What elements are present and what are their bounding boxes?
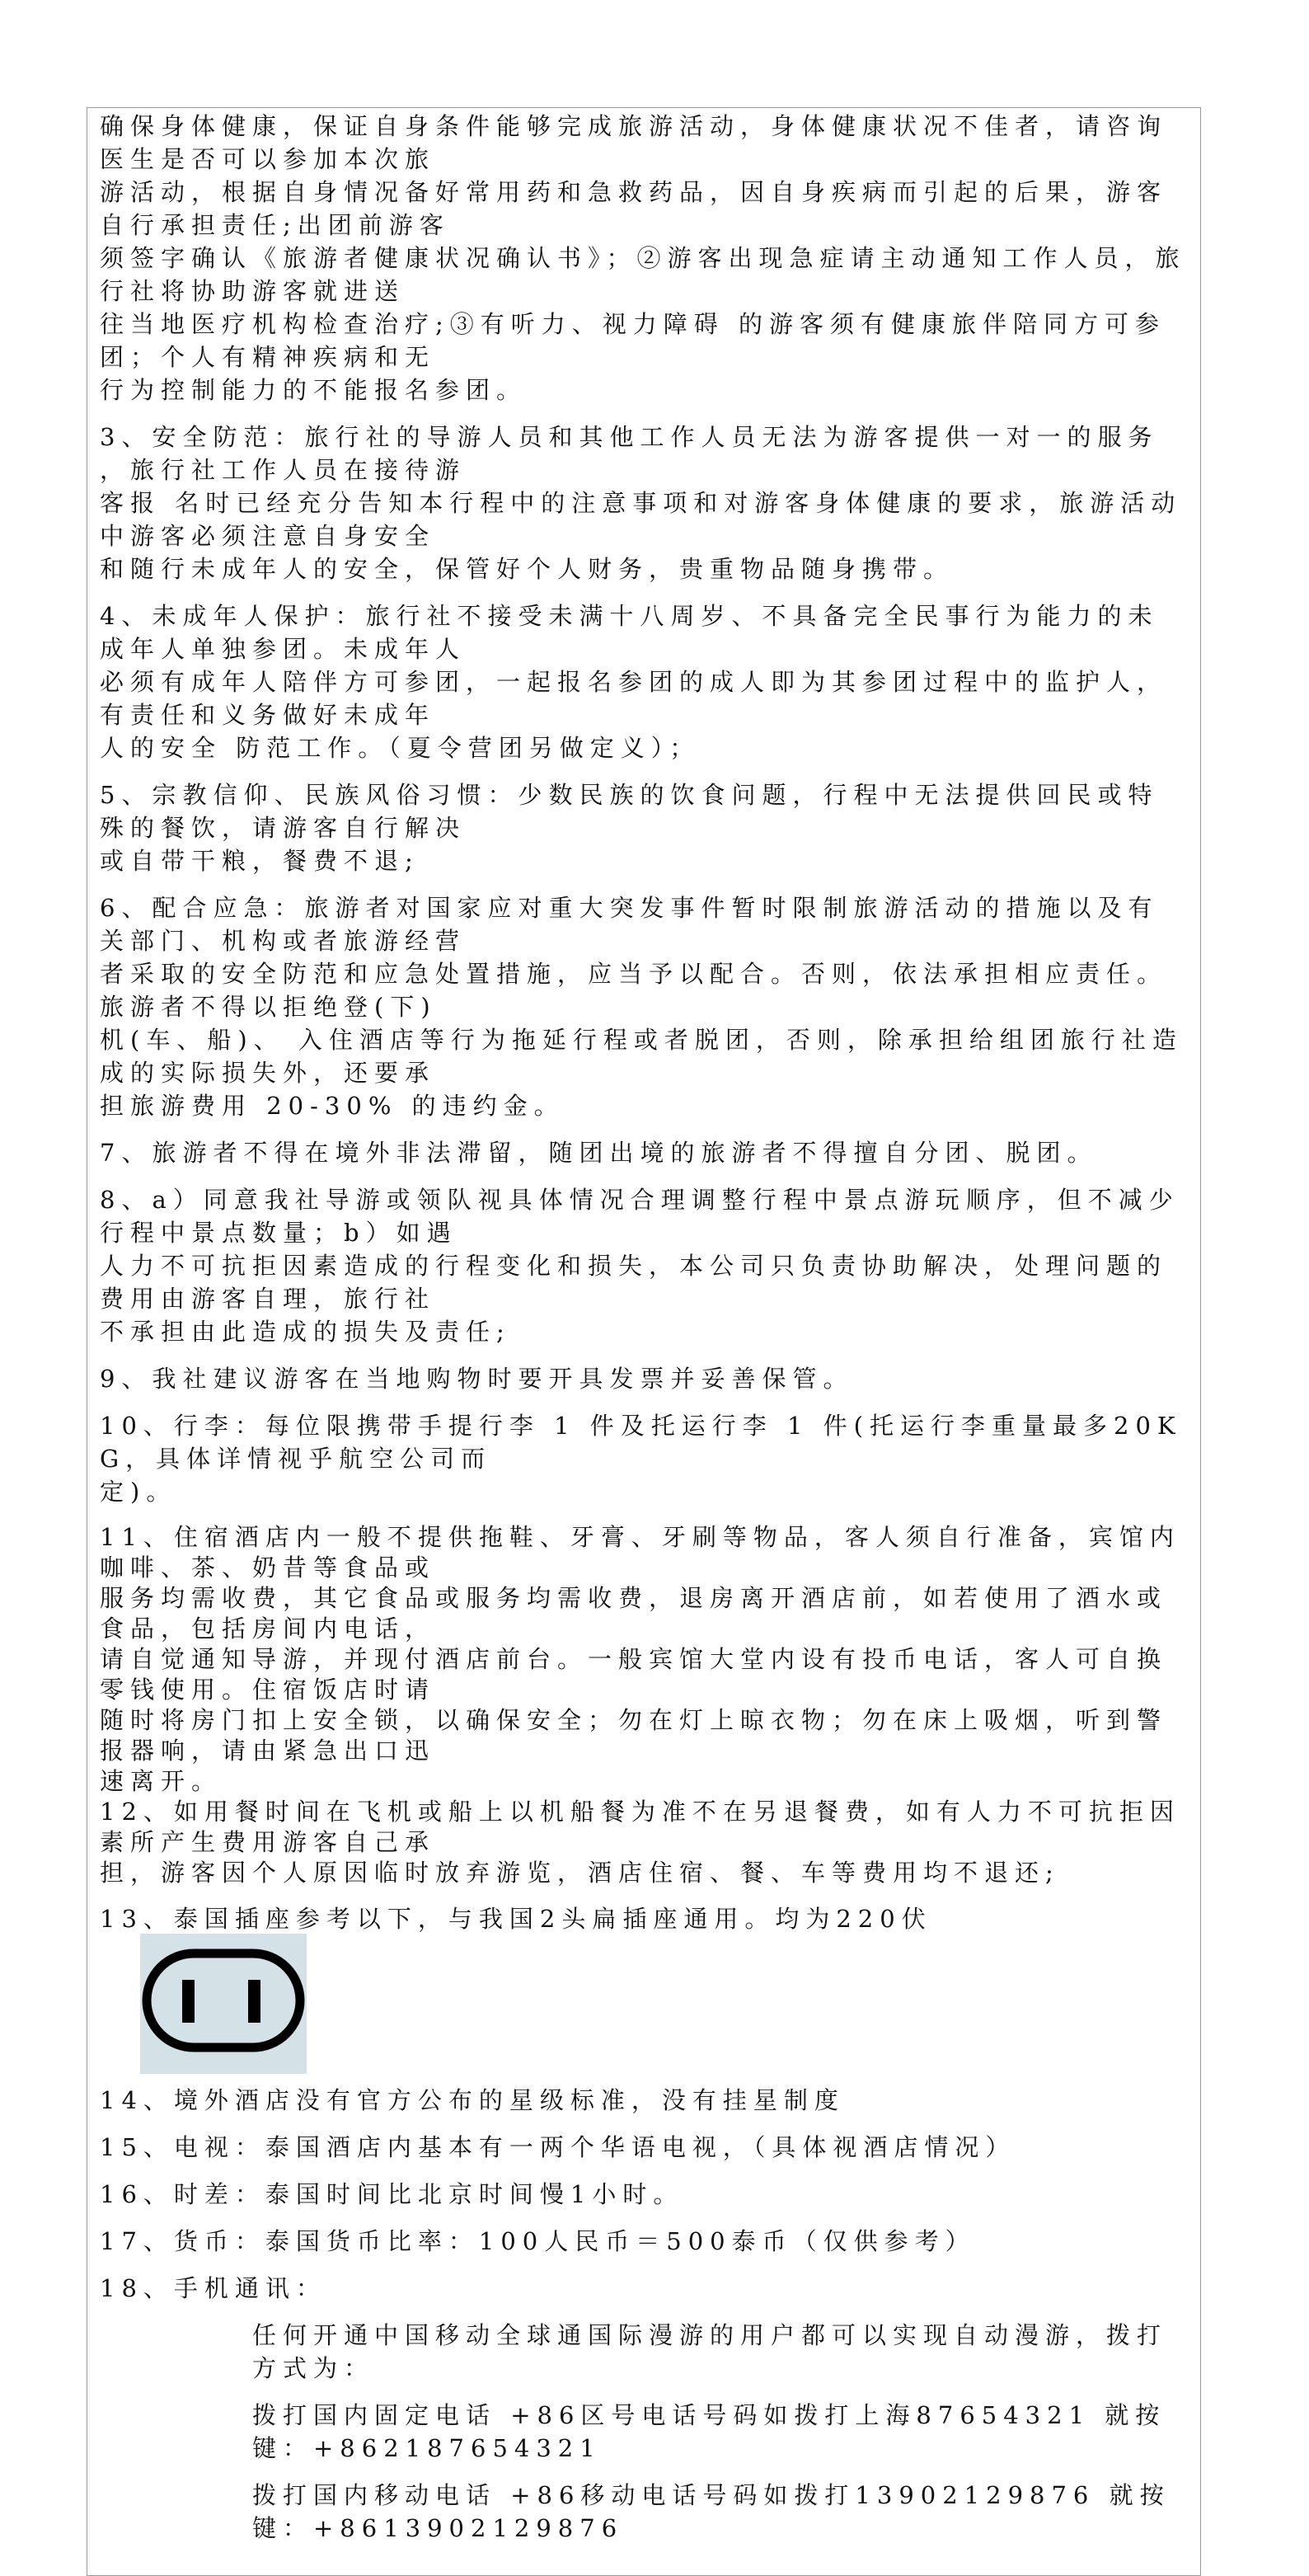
roaming-landline xyxy=(252,2399,1188,2465)
paragraph-timezone xyxy=(100,2178,1188,2211)
text-line: 担旅游费用 20-30% 的违约金。 xyxy=(100,1092,565,1120)
text-line: 3、安全防范：旅行社的导游人员和其他工作人员无法为游客提供一对一的服务，旅行社工作人员在接待游 xyxy=(100,423,1159,484)
paragraph-socket xyxy=(100,1902,1188,1935)
text-line: 9、我社建议游客在当地购物时要开具发票并妥善保管。 xyxy=(100,1365,854,1393)
text-line: 担，游客因个人原因临时放弃游览，酒店住宿、餐、车等费用均不退还; xyxy=(100,1859,1060,1887)
paragraph-hotel xyxy=(100,1522,1188,1797)
paragraph-mobile xyxy=(100,2272,1188,2305)
text-line: 必须有成年人陪伴方可参团，一起报名参团的成人即为其参团过程中的监护人，有责任和义务做好未成年 xyxy=(100,668,1168,729)
text-line: 须签字确认《旅游者健康状况确认书》；②游客出现急症请主动通知工作人员，旅行社将协助游客就进送 xyxy=(100,244,1186,305)
paragraph-hotel-stars xyxy=(100,2084,1188,2117)
content-frame xyxy=(87,107,1201,2576)
text-line: 11、住宿酒店内一般不提供拖鞋、牙膏、牙刷等物品，客人须自行准备，宾馆内咖啡、茶、奶昔等食品或 xyxy=(100,1523,1180,1582)
text-line: 13、泰国插座参考以下，与我国2头扁插座通用。均为220伏 xyxy=(100,1905,932,1933)
text-line: 6、配合应急：旅游者对国家应对重大突发事件暂时限制旅游活动的措施以及有关部门、机构或者旅游经营 xyxy=(100,894,1159,955)
paragraph-religion xyxy=(100,778,1188,877)
text-line: 者采取的安全防范和应急处置措施，应当予以配合。否则，依法承担相应责任。旅游者不得以拒绝登(下) xyxy=(100,960,1168,1021)
text-line: 服务均需收费，其它食品或服务均需收费，退房离开酒店前，如若使用了酒水或食品，包括房间内电话， xyxy=(100,1584,1168,1643)
text-line: 4、未成年人保护：旅行社不接受未满十八周岁、不具备完全民事行为能力的未成年人单独参团。未成年人 xyxy=(100,602,1159,663)
text-line: 10、行李：每位限携带手提行李 1 件及托运行李 1 件(托运行李重量最多20KG，具体详情视乎航空公司而 xyxy=(100,1412,1182,1473)
text-line: 客报 名时已经充分告知本行程中的注意事项和对游客身体健康的要求，旅游活动中游客必须注意自身安全 xyxy=(100,489,1182,550)
text-line: 或自带干粮，餐费不退; xyxy=(100,847,420,875)
text-line: 拨打国内移动电话 +86移动电话号码如拨打13902129876 就按键：+8613902129876 xyxy=(252,2481,1171,2542)
text-line: 任何开通中国移动全球通国际漫游的用户都可以实现自动漫游，拨打方式为： xyxy=(252,2321,1168,2382)
paragraph-itinerary xyxy=(100,1183,1188,1348)
text-line: 请自觉通知导游，并现付酒店前台。一般宾馆大堂内设有投币电话，客人可自换零钱使用。住宿饭店时请 xyxy=(100,1645,1168,1704)
text-line: 机(车、船)、 入住酒店等行为拖延行程或者脱团，否则，除承担给组团旅行社造成的实际损失外，还要承 xyxy=(100,1026,1183,1087)
thai-power-socket-icon xyxy=(140,1934,307,2074)
paragraph-tv xyxy=(100,2131,1188,2164)
roaming-mobile xyxy=(252,2479,1188,2545)
paragraph-currency xyxy=(100,2225,1188,2258)
text-line: 16、时差：泰国时间比北京时间慢1小时。 xyxy=(100,2180,684,2208)
text-line: 定)。 xyxy=(100,1478,177,1506)
text-line: 确保身体健康，保证自身条件能够完成旅游活动，身体健康状况不佳者，请咨询医生是否可以参加本次旅 xyxy=(100,112,1168,173)
roaming-intro xyxy=(252,2319,1188,2385)
paragraph-minors xyxy=(100,599,1188,764)
text-line: 15、电视：泰国酒店内基本有一两个华语电视，（具体视酒店情况） xyxy=(100,2133,1016,2161)
text-line: 18、手机通讯： xyxy=(100,2274,326,2302)
text-line: 和随行未成年人的安全，保管好个人财务，贵重物品随身携带。 xyxy=(100,555,955,583)
text-line: 人力不可抗拒因素造成的行程变化和损失，本公司只负责协助解决，处理问题的费用由游客自理，旅行社 xyxy=(100,1252,1168,1313)
text-line: 不承担由此造成的损失及责任; xyxy=(100,1318,511,1346)
text-line: 人的安全 防范工作。（夏令营团另做定义）； xyxy=(100,734,701,762)
paragraph-emergency xyxy=(100,891,1188,1122)
text-line: 12、如用餐时间在飞机或船上以机船餐为准不在另退餐费，如有人力不可抗拒因素所产生费用游客自己承 xyxy=(100,1798,1180,1856)
text-line: 行为控制能力的不能报名参团。 xyxy=(100,376,528,404)
text-line: 往当地医疗机构检查治疗;③有听力、视力障碍 的游客须有健康旅伴陪同方可参团；个人有精神疾病和无 xyxy=(100,310,1166,371)
text-line: 速离开。 xyxy=(100,1767,223,1795)
text-line: 17、货币：泰国货币比率：100人民币＝500泰币（仅供参考） xyxy=(100,2227,976,2255)
text-line: 7、旅游者不得在境外非法滞留，随团出境的旅游者不得擅自分团、脱团。 xyxy=(100,1139,1098,1167)
text-line: 14、境外酒店没有官方公布的星级标准，没有挂星制度 xyxy=(100,2086,845,2114)
paragraph-shopping xyxy=(100,1362,1188,1395)
paragraph-overstay xyxy=(100,1136,1188,1169)
text-line: 5、宗教信仰、民族风俗习惯：少数民族的饮食问题，行程中无法提供回民或特殊的餐饮，请游客自行解决 xyxy=(100,781,1159,842)
text-line: 8、a）同意我社导游或领队视具体情况合理调整行程中景点游玩顺序，但不减少行程中景点数量；b）如遇 xyxy=(100,1186,1180,1247)
paragraph-luggage xyxy=(100,1409,1188,1508)
paragraph-meals xyxy=(100,1797,1188,1888)
text-line: 游活动，根据自身情况备好常用药和急救药品，因自身疾病而引起的后果，游客自行承担责任;出团前游客 xyxy=(100,178,1168,239)
paragraph-safety xyxy=(100,421,1188,585)
text-line: 拨打国内固定电话 +86区号电话号码如拨打上海87654321 就按键：+862187654321 xyxy=(252,2401,1166,2462)
text-line: 随时将房门扣上安全锁，以确保安全；勿在灯上晾衣物；勿在床上吸烟，听到警报器响，请由紧急出口迅 xyxy=(100,1706,1168,1765)
paragraph-health xyxy=(100,110,1188,407)
